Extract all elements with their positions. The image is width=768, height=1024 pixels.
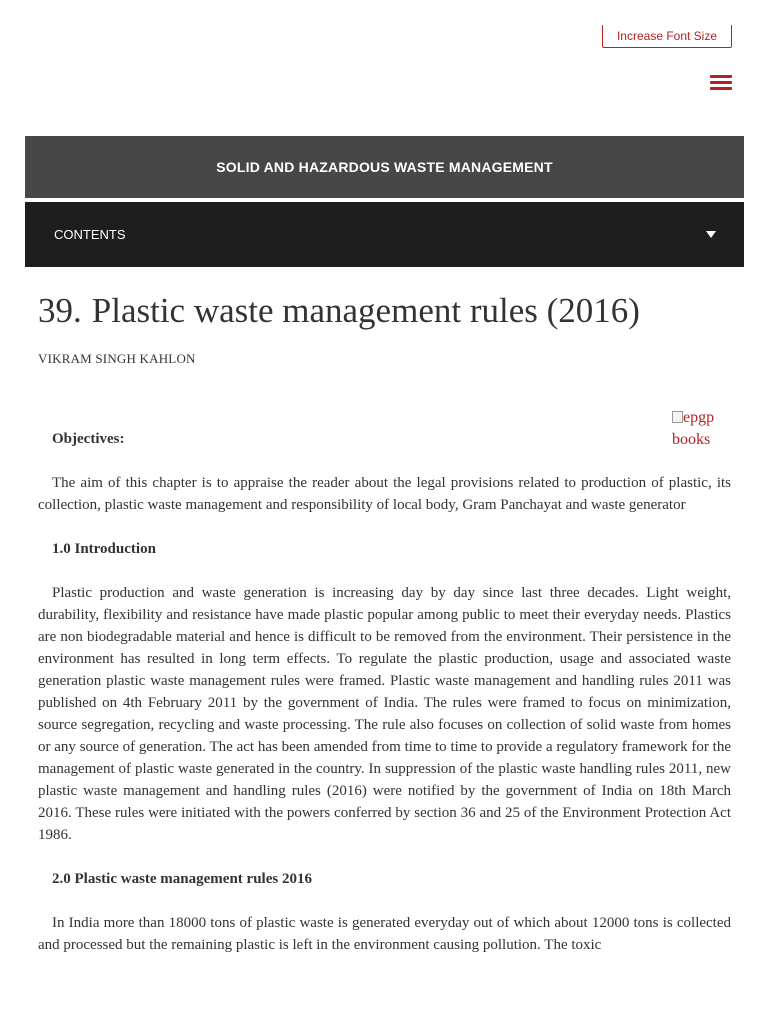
caret-down-icon[interactable] (706, 231, 716, 238)
book-title-bar[interactable] (25, 136, 744, 198)
section-heading-introduction: 1.0 Introduction (52, 541, 156, 557)
contents-label: CONTENTS (54, 227, 126, 242)
broken-image-icon (672, 411, 683, 423)
hamburger-menu-icon[interactable] (710, 73, 732, 91)
chapter-author: VIKRAM SINGH KAHLON (38, 351, 196, 366)
chapter-title (38, 286, 640, 336)
increase-font-size-button[interactable]: Increase Font Size (602, 25, 732, 48)
contents-dropdown[interactable] (25, 202, 744, 267)
chapter-title-text: Plastic waste management rules (2016) (91, 291, 640, 330)
section-paragraph-introduction: Plastic production and waste generation is increasing day by day since last three decades. Light weight, durability, flexibility and resistance have made plastic popular among public to meet their everyday needs. Plastics are non biodegradable material and hence is difficult to be removed from the environment. Their persistence in the environment has resulted in long term effects. To regulate the plastic production, usage and associated waste generation plastic waste management rules were framed. Plastic waste management and handling rules 2011 was published on 4th February 2011 by the government of India. The rules were framed to focus on minimization, source segregation, recycling and waste processing. The rule also focuses on collection of solid waste from homes or any source of generation. The act has been amended from time to time to provide a regulatory framework for the management of plastic waste generated in the country. In suppression of the plastic waste handling rules 2011, new plastic waste management and handling rules (2016) were notified by the government of India on 18th March 2016. These rules were initiated with the powers conferred by section 36 and 25 of the Environment Protection Act 1986. (38, 585, 731, 843)
section-heading-rules-2016: 2.0 Plastic waste management rules 2016 (52, 871, 312, 887)
chapter-number: 39. (38, 291, 82, 330)
section-heading-objectives: Objectives: (52, 431, 125, 447)
chapter-content (38, 428, 731, 956)
epgp-books-image-alt: epgp books (672, 409, 715, 448)
section-paragraph-objectives: The aim of this chapter is to appraise the reader about the legal provisions related to production of plastic, its collection, plastic waste management and responsibility of local body, Gram Panchayat and waste generator (38, 475, 731, 513)
book-title: SOLID AND HAZARDOUS WASTE MANAGEMENT (216, 159, 553, 175)
section-paragraph-rules-2016: In India more than 18000 tons of plastic waste is generated everyday out of which about 12000 tons is collected and processed but the remaining plastic is left in the environment causing pollution. The toxic (38, 915, 731, 953)
